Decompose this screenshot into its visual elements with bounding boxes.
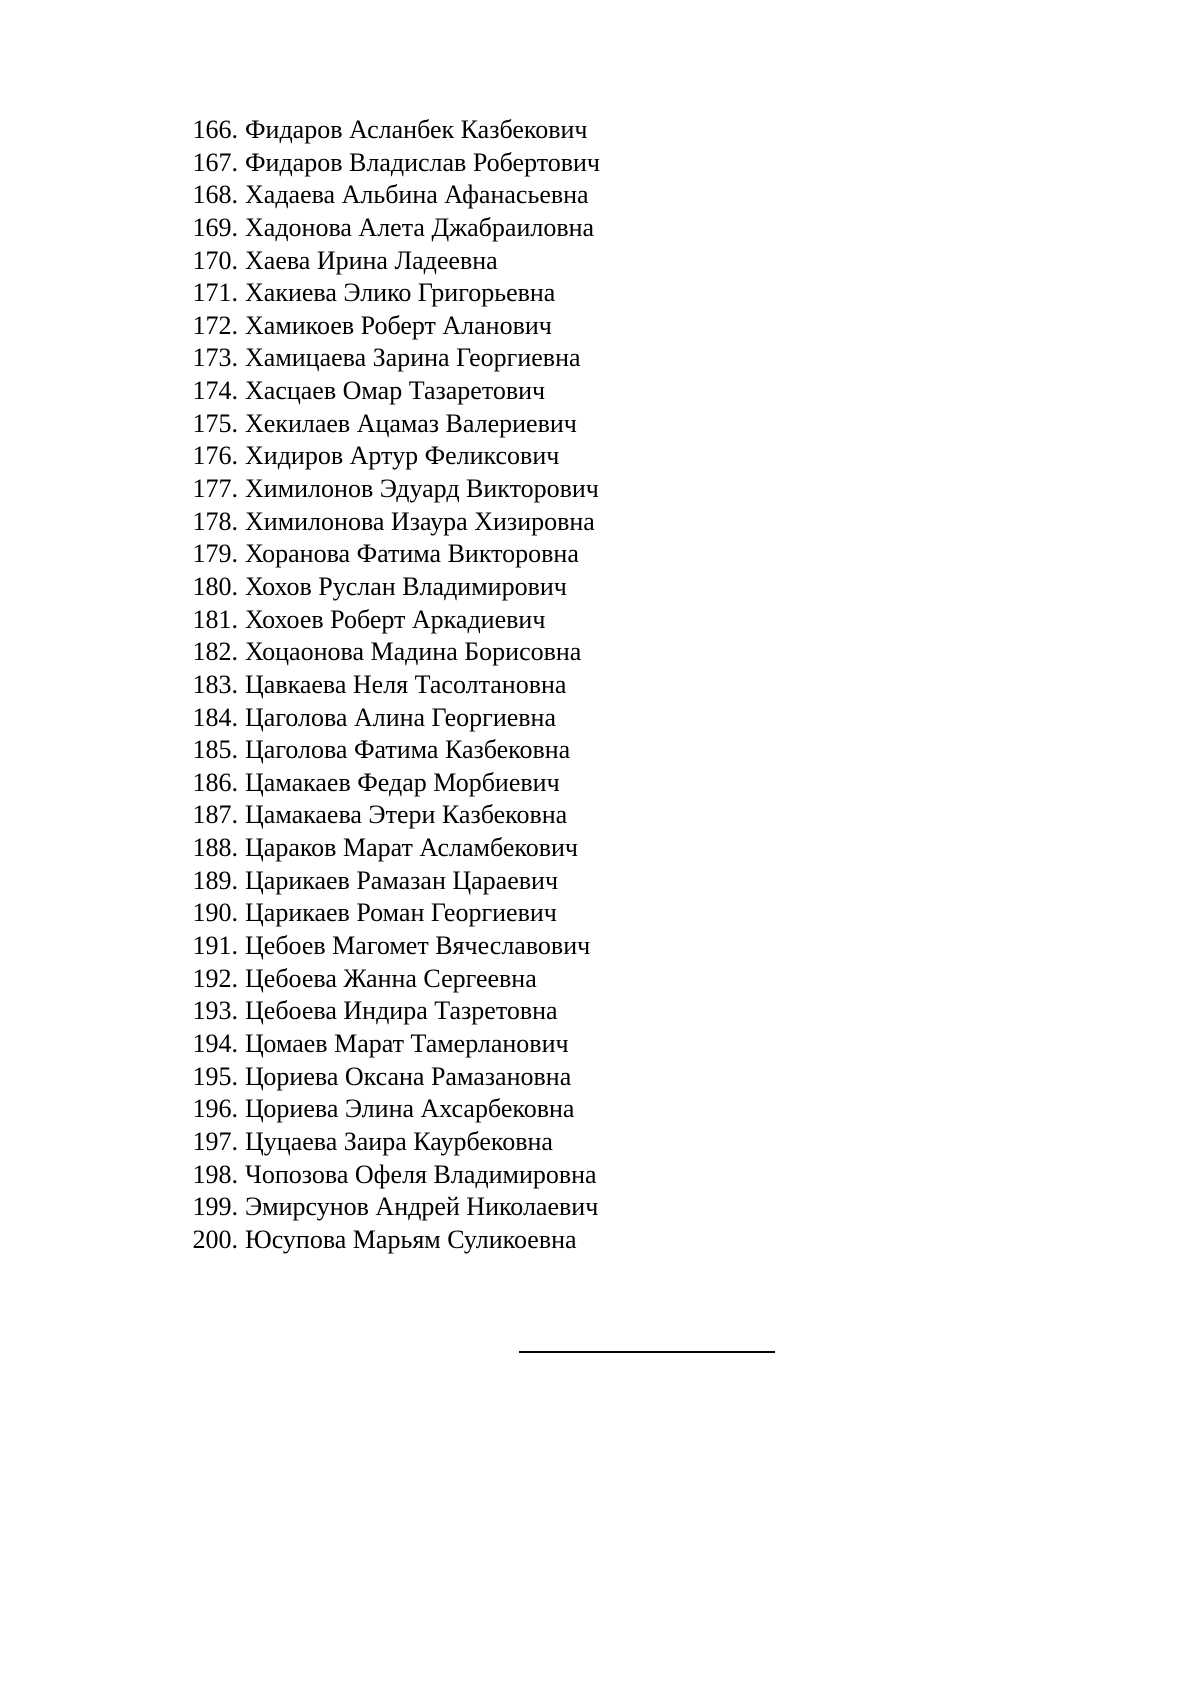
item-number: 193. <box>192 996 238 1026</box>
item-name: Хоцаонова Мадина Борисовна <box>245 637 582 667</box>
item-number: 188. <box>192 833 238 863</box>
list-item <box>166 1224 600 1257</box>
list-item <box>166 1191 600 1224</box>
item-name: Хидиров Артур Феликсович <box>245 441 560 471</box>
list-item <box>166 1028 600 1061</box>
item-number: 191. <box>192 931 238 961</box>
end-divider-line <box>519 1351 775 1353</box>
item-number: 196. <box>192 1094 238 1124</box>
item-name: Цебоева Индира Тазретовна <box>245 996 558 1026</box>
item-number: 175. <box>192 408 238 438</box>
item-name: Цуцаева Заира Каурбековна <box>245 1126 553 1156</box>
list-item <box>166 930 600 963</box>
item-name: Цамакаева Этери Казбековна <box>245 800 568 830</box>
item-name: Хамицаева Зарина Георгиевна <box>245 343 581 373</box>
item-name: Юсупова Марьям Суликоевна <box>245 1224 577 1254</box>
name-list <box>166 114 600 1256</box>
list-item <box>166 636 600 669</box>
list-item <box>166 506 600 539</box>
item-name: Цомаев Марат Тамерланович <box>245 1028 569 1058</box>
item-name: Фидаров Асланбек Казбекович <box>245 115 588 144</box>
item-name: Хоранова Фатима Викторовна <box>245 539 579 569</box>
list-item <box>166 245 600 278</box>
list-item <box>166 963 600 996</box>
item-number: 179. <box>192 539 238 569</box>
item-number: 177. <box>192 474 238 504</box>
item-number: 195. <box>192 1061 238 1091</box>
list-item <box>166 179 600 212</box>
item-number: 181. <box>192 604 238 634</box>
list-item <box>166 277 600 310</box>
item-number: 169. <box>192 212 238 242</box>
item-number: 182. <box>192 637 238 667</box>
item-name: Царикаев Роман Георгиевич <box>245 898 557 928</box>
list-item <box>166 832 600 865</box>
item-number: 197. <box>192 1126 238 1156</box>
list-item <box>166 995 600 1028</box>
item-name: Цебоева Жанна Сергеевна <box>245 963 537 993</box>
item-name: Хадонова Алета Джабраиловна <box>245 212 595 242</box>
list-item <box>166 538 600 571</box>
item-name: Цамакаев Федар Морбиевич <box>245 767 560 797</box>
item-name: Цаголова Фатима Казбековна <box>245 735 571 765</box>
item-number: 167. <box>192 147 238 177</box>
list-item <box>166 1126 600 1159</box>
item-name: Хамикоев Роберт Аланович <box>245 310 552 340</box>
item-number: 178. <box>192 506 238 536</box>
list-item <box>166 440 600 473</box>
list-item <box>166 114 600 147</box>
item-number: 186. <box>192 767 238 797</box>
item-name: Цебоев Магомет Вячеславович <box>245 931 591 961</box>
item-name: Химилонов Эдуард Викторович <box>245 474 599 504</box>
item-name: Фидаров Владислав Робертович <box>245 147 601 177</box>
list-item <box>166 702 600 735</box>
item-number: 168. <box>192 180 238 210</box>
list-item <box>166 473 600 506</box>
item-name: Цараков Марат Асламбекович <box>245 833 578 863</box>
item-number: 199. <box>192 1192 238 1222</box>
list-item <box>166 212 600 245</box>
item-number: 180. <box>192 571 238 601</box>
item-name: Цориева Оксана Рамазановна <box>245 1061 572 1091</box>
item-number: 187. <box>192 800 238 830</box>
item-name: Хадаева Альбина Афанасьевна <box>245 180 589 210</box>
item-number: 184. <box>192 702 238 732</box>
list-item <box>166 897 600 930</box>
item-number: 190. <box>192 898 238 928</box>
list-item <box>166 865 600 898</box>
item-number: 185. <box>192 735 238 765</box>
item-name: Хохов Руслан Владимирович <box>245 571 567 601</box>
list-item <box>166 604 600 637</box>
item-name: Хохоев Роберт Аркадиевич <box>245 604 546 634</box>
list-item <box>166 1061 600 1094</box>
list-item <box>166 1093 600 1126</box>
list-item <box>166 310 600 343</box>
list-item <box>166 734 600 767</box>
item-number: 170. <box>192 245 238 275</box>
item-number: 194. <box>192 1028 238 1058</box>
item-number: 183. <box>192 669 238 699</box>
item-number: 166. <box>192 115 238 144</box>
item-number: 198. <box>192 1159 238 1189</box>
item-name: Хакиева Элико Григорьевна <box>245 278 556 308</box>
list-item <box>166 571 600 604</box>
list-item <box>166 799 600 832</box>
item-name: Царикаев Рамазан Цараевич <box>245 865 559 895</box>
list-item <box>166 342 600 375</box>
item-number: 176. <box>192 441 238 471</box>
item-name: Хекилаев Ацамаз Валериевич <box>245 408 577 438</box>
item-name: Хасцаев Омар Тазаретович <box>245 376 546 406</box>
item-name: Эмирсунов Андрей Николаевич <box>245 1192 599 1222</box>
item-name: Цавкаева Неля Тасолтановна <box>245 669 567 699</box>
item-number: 192. <box>192 963 238 993</box>
list-item <box>166 1159 600 1192</box>
item-number: 171. <box>192 278 238 308</box>
item-name: Химилонова Изаура Хизировна <box>245 506 595 536</box>
list-item <box>166 375 600 408</box>
item-name: Цаголова Алина Георгиевна <box>245 702 556 732</box>
item-number: 172. <box>192 310 238 340</box>
item-name: Чопозова Офеля Владимировна <box>245 1159 597 1189</box>
list-item <box>166 767 600 800</box>
item-name: Цориева Элина Ахсарбековна <box>245 1094 575 1124</box>
list-item <box>166 147 600 180</box>
item-number: 200. <box>192 1224 238 1254</box>
item-name: Хаева Ирина Ладеевна <box>245 245 498 275</box>
item-number: 173. <box>192 343 238 373</box>
item-number: 174. <box>192 376 238 406</box>
list-item <box>166 408 600 441</box>
item-number: 189. <box>192 865 238 895</box>
list-item <box>166 669 600 702</box>
